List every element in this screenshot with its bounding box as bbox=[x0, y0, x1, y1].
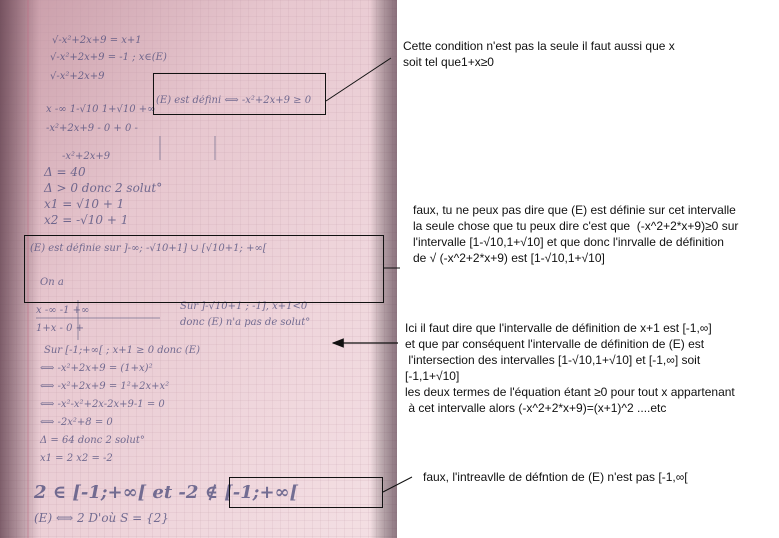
highlight-box-interval bbox=[24, 235, 384, 303]
handwriting-line: On a bbox=[40, 277, 64, 288]
annotation-interval: faux, tu ne peux pas dire que (E) est définie sur cet intervalle la seule chose que tu peux dire c'est que (-x^2+2*x+9)≥0 sur l'intervalle [1-√10,1+√10] et que donc l'inrvalle de définition de √ (-x^2+2*x+9) est [1-√10,1+√10] bbox=[413, 203, 739, 265]
handwriting-line: x -∞ -1 +∞ bbox=[36, 305, 90, 316]
handwriting-line: x1 = √10 + 1 bbox=[44, 197, 125, 211]
handwriting-line: √-x²+2x+9 = x+1 bbox=[52, 35, 142, 46]
handwriting-line: Δ = 40 bbox=[44, 165, 86, 179]
handwriting-line: (E) est défini ⟺ -x²+2x+9 ≥ 0 bbox=[156, 95, 312, 106]
handwriting-line: Δ = 64 donc 2 solut° bbox=[40, 435, 145, 446]
annotation-domain: faux, l'intreavlle de défntion de (E) n'est pas [-1,∞[ bbox=[423, 470, 688, 484]
handwriting-line: donc (E) n'a pas de solut° bbox=[180, 317, 311, 328]
handwriting-line: ⟺ -x²+2x+9 = 1²+2x+x² bbox=[40, 381, 170, 392]
handwriting-line: (E) est définie sur ]-∞; -√10+1] ∪ [√10+1; +∞[ bbox=[30, 243, 267, 254]
highlight-box-domain bbox=[229, 477, 383, 508]
handwriting-line: Δ > 0 donc 2 solut° bbox=[44, 181, 163, 195]
handwriting-line: ⟺ -x²-x²+2x-2x+9-1 = 0 bbox=[40, 399, 165, 410]
handwriting-line: x1 = 2 x2 = -2 bbox=[40, 453, 113, 464]
handwriting-line: 2 ∈ [-1;+∞[ et -2 ∉ [-1;+∞[ bbox=[34, 482, 299, 503]
handwriting-line: (E) ⟺ 2 D'où S = {2} bbox=[34, 511, 169, 525]
handwriting-line: 1+x - 0 + bbox=[36, 323, 85, 334]
handwriting-line: Sur ]-√10+1 ; -1], x+1<0 bbox=[180, 301, 308, 312]
handwriting-line: √-x²+2x+9 = -1 ; x∈(E) bbox=[50, 52, 167, 63]
handwriting-line: -x²+2x+9 - 0 + 0 - bbox=[46, 123, 138, 134]
handwriting-line: ⟺ -2x²+8 = 0 bbox=[40, 417, 113, 428]
handwriting-line: x2 = -√10 + 1 bbox=[44, 213, 129, 227]
highlight-box-condition bbox=[153, 73, 326, 115]
handwriting-line: x -∞ 1-√10 1+√10 +∞ bbox=[46, 104, 156, 115]
handwriting-line: Sur [-1;+∞[ ; x+1 ≥ 0 donc (E) bbox=[44, 345, 201, 356]
annotation-condition: Cette condition n'est pas la seule il faut aussi que x soit tel que1+x≥0 bbox=[403, 39, 675, 69]
handwriting-line: √-x²+2x+9 bbox=[50, 71, 105, 82]
annotation-intersection: Ici il faut dire que l'intervalle de définition de x+1 est [-1,∞] et que par conséquent l'intervalle de définition de (E) est l'intersection des intervalles [1-√10,1+√10] et [-1,∞] soit [-1,1+√10] les deux termes de l'équation étant ≥0 pour tout x appartenant à cet intervalle alors (-x^2+2*x+9)=(x+1)^2 ....etc bbox=[405, 321, 735, 415]
handwriting-line: ⟺ -x²+2x+9 = (1+x)² bbox=[40, 363, 153, 374]
handwriting-line: -x²+2x+9 bbox=[62, 151, 111, 162]
